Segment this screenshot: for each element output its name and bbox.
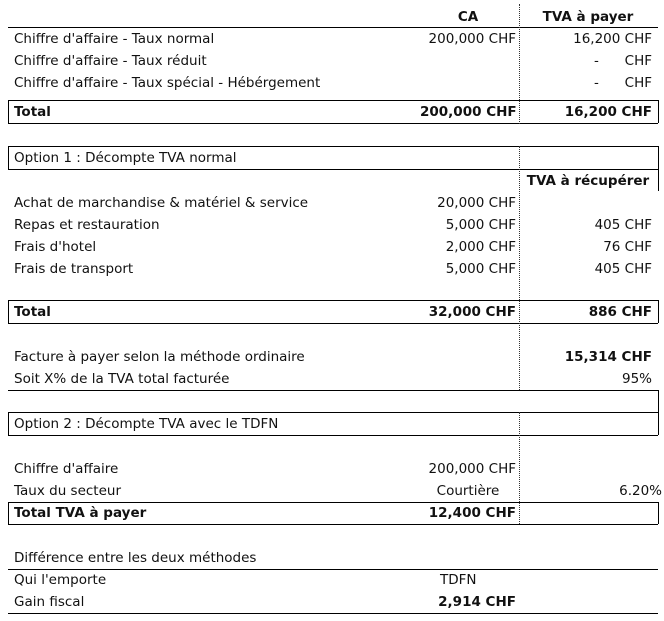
option1-item-row	[8, 214, 658, 236]
gain-value: 2,914 CHF	[438, 594, 516, 610]
opt2-right-border	[658, 412, 659, 435]
option2-secteur-value: Courtière	[436, 483, 500, 499]
item-label: Achat de marchandise & matériel & service	[14, 195, 309, 211]
item-ca: 5,000 CHF	[445, 261, 516, 277]
item-tva: 405 CHF	[594, 217, 652, 233]
col-divider-3	[519, 412, 520, 524]
item-ca: 20,000 CHF	[437, 195, 516, 211]
revenue-tva: - CHF	[594, 53, 652, 69]
revenue-ca	[420, 50, 516, 72]
option2-secteur-rate: 6.20%	[619, 483, 662, 499]
revenue-row	[8, 72, 658, 94]
tot1-right-border	[658, 100, 659, 123]
option2-total-value: 12,400 CHF	[428, 505, 516, 521]
opt2-left-border	[8, 412, 9, 435]
recup-header-right-border	[658, 169, 659, 191]
option1-total-ca: 32,000 CHF	[428, 304, 516, 320]
winner-value: TDFN	[440, 572, 477, 588]
pct-row	[8, 368, 658, 390]
option1-title: Option 1 : Décompte TVA normal	[14, 150, 237, 166]
pct-value: 95%	[621, 371, 652, 387]
option1-total-bottom	[8, 323, 658, 324]
option1-item-row	[8, 236, 658, 258]
revenue-ca	[420, 72, 516, 94]
option1-item-row	[8, 258, 658, 280]
revenue-label: Chiffre d'affaire - Taux normal	[14, 31, 215, 47]
tot1-left-border	[8, 100, 9, 123]
facture-value: 15,314 CHF	[564, 349, 652, 365]
header-ca: CA	[457, 9, 479, 25]
facture-row	[8, 346, 658, 368]
pct-bottom	[8, 390, 658, 391]
option2-total-bottom	[8, 524, 658, 525]
opt1-left-border	[8, 146, 9, 169]
option1-title-row	[8, 147, 658, 169]
difference-title: Différence entre les deux méthodes	[14, 550, 257, 566]
item-label: Frais de transport	[14, 261, 134, 277]
option2-secteur-row	[8, 480, 662, 502]
facture-label: Facture à payer selon la méthode ordinaire	[14, 349, 305, 365]
winner-row	[8, 569, 658, 591]
revenue-row	[8, 28, 658, 50]
option1-col-header: TVA à récupérer	[526, 173, 650, 189]
option2-ca-row	[8, 458, 658, 480]
item-ca: 5,000 CHF	[445, 217, 516, 233]
difference-bottom	[8, 613, 658, 614]
option2-title-row	[8, 413, 658, 435]
option1-total-row	[8, 301, 658, 323]
difference-title-row	[8, 547, 658, 569]
option2-secteur-label: Taux du secteur	[14, 483, 122, 499]
option1-header-row	[8, 170, 658, 192]
total1-label: Total	[14, 104, 51, 120]
col-divider-2	[519, 146, 520, 390]
gain-row	[8, 591, 658, 613]
option2-total-row	[8, 502, 658, 524]
option2-title-bottom	[8, 435, 658, 436]
revenue-tva: - CHF	[594, 75, 652, 91]
item-tva: 76 CHF	[603, 239, 652, 255]
col-divider-1	[519, 4, 520, 124]
total1-bottom-border	[8, 123, 658, 124]
revenue-ca: 200,000 CHF	[428, 31, 516, 47]
revenue-label: Chiffre d'affaire - Taux spécial - Hébérgement	[14, 75, 321, 91]
total1-row	[8, 101, 658, 123]
option2-ca-label: Chiffre d'affaire	[14, 461, 119, 477]
total1-tva: 16,200 CHF	[564, 104, 652, 120]
option1-total-label: Total	[14, 304, 51, 320]
gain-label: Gain fiscal	[14, 594, 85, 610]
item-label: Repas et restauration	[14, 217, 160, 233]
item-label: Frais d'hotel	[14, 239, 97, 255]
item-tva: 405 CHF	[594, 261, 652, 277]
opt1-right-border	[658, 146, 659, 169]
tot2-left-border	[8, 502, 9, 524]
tot-opt1-right-border	[658, 300, 659, 323]
revenue-row	[8, 50, 658, 72]
pct-label: Soit X% de la TVA total facturée	[14, 371, 230, 387]
item-ca: 2,000 CHF	[445, 239, 516, 255]
header-row	[8, 6, 658, 28]
option1-item-row	[8, 192, 658, 214]
option2-ca-value: 200,000 CHF	[428, 461, 516, 477]
item-tva	[524, 192, 652, 214]
option2-total-label: Total TVA à payer	[14, 505, 147, 521]
gap-right-border	[658, 390, 659, 412]
tot2-right-border	[658, 502, 659, 524]
winner-label: Qui l'emporte	[14, 572, 107, 588]
tot-opt1-left-border	[8, 300, 9, 323]
revenue-tva: 16,200 CHF	[573, 31, 652, 47]
header-tva-payer: TVA à payer	[542, 9, 634, 25]
revenue-label: Chiffre d'affaire - Taux réduit	[14, 53, 207, 69]
total1-ca: 200,000 CHF	[420, 104, 517, 120]
option2-title: Option 2 : Décompte TVA avec le TDFN	[14, 416, 279, 432]
option1-total-tva: 886 CHF	[588, 304, 652, 320]
